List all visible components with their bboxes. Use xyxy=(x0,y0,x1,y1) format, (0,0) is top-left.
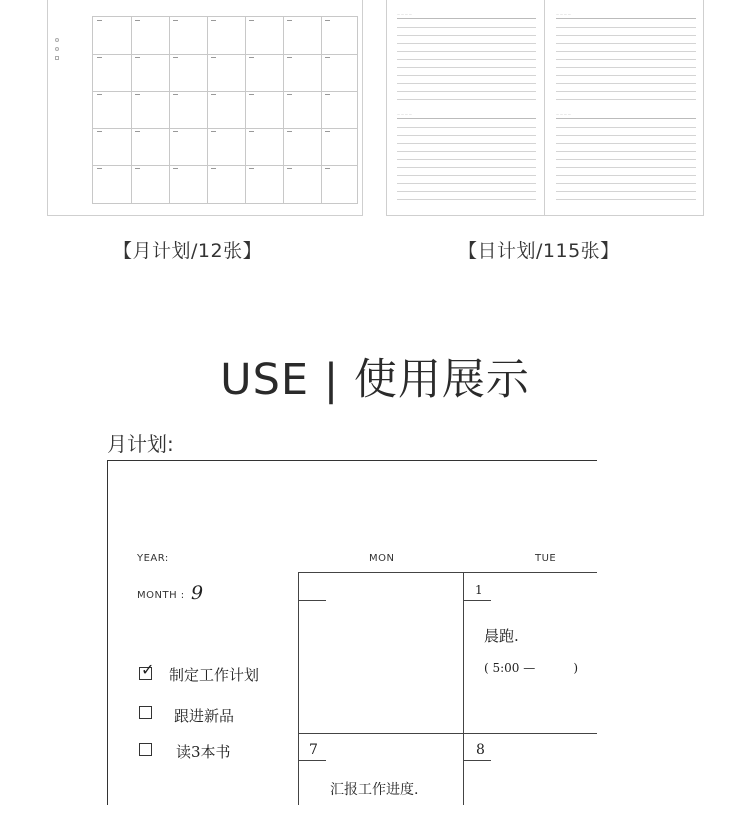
day-header-tue: TUE xyxy=(535,553,557,564)
task-text: 读3本书 xyxy=(176,743,231,761)
left-page: — — — — — — — — xyxy=(387,0,545,215)
mini-checkbox-icon xyxy=(55,38,59,42)
date-tab xyxy=(463,600,491,601)
day-plan-caption: 【日计划/115张】 xyxy=(458,240,620,262)
date-tab xyxy=(298,760,326,761)
date-tab xyxy=(463,760,491,761)
task-checkbox[interactable] xyxy=(139,706,152,719)
month-plan-sample-page xyxy=(107,460,597,805)
month-plan-caption: 【月计划/12张】 xyxy=(113,240,263,262)
month-label: MONTH : xyxy=(137,590,185,601)
day-header-mon: MON xyxy=(369,553,395,564)
date-number: 8 xyxy=(476,742,485,758)
task-checkbox[interactable] xyxy=(139,743,152,756)
date-tab xyxy=(298,600,326,601)
mini-checkbox-icon xyxy=(55,56,59,60)
grid-left-line xyxy=(298,572,299,805)
cell-note: 晨跑. xyxy=(484,627,519,645)
right-page: — — — — — — — — xyxy=(546,0,704,215)
cell-note: ( 5:00 — ) xyxy=(484,661,579,675)
mini-checkbox-icon xyxy=(55,47,59,51)
task-text: 制定工作计划 xyxy=(169,666,260,684)
date-number: 7 xyxy=(309,742,318,758)
year-label: YEAR: xyxy=(137,553,169,564)
mini-calendar-grid xyxy=(92,16,358,204)
grid-top-line xyxy=(298,572,597,573)
grid-mid-line xyxy=(463,572,464,805)
month-plan-thumbnail xyxy=(47,0,363,216)
task-text: 跟进新品 xyxy=(174,707,235,725)
month-value: 9 xyxy=(191,582,204,604)
grid-row-line xyxy=(298,733,597,734)
date-number: 1 xyxy=(475,583,483,597)
day-plan-thumbnail xyxy=(386,0,704,216)
sample-label: 月计划: xyxy=(107,432,174,456)
check-mark-icon: ✓ xyxy=(141,660,155,679)
cell-note: 汇报工作进度. xyxy=(330,782,419,798)
section-title: USE | 使用展示 xyxy=(220,355,530,405)
